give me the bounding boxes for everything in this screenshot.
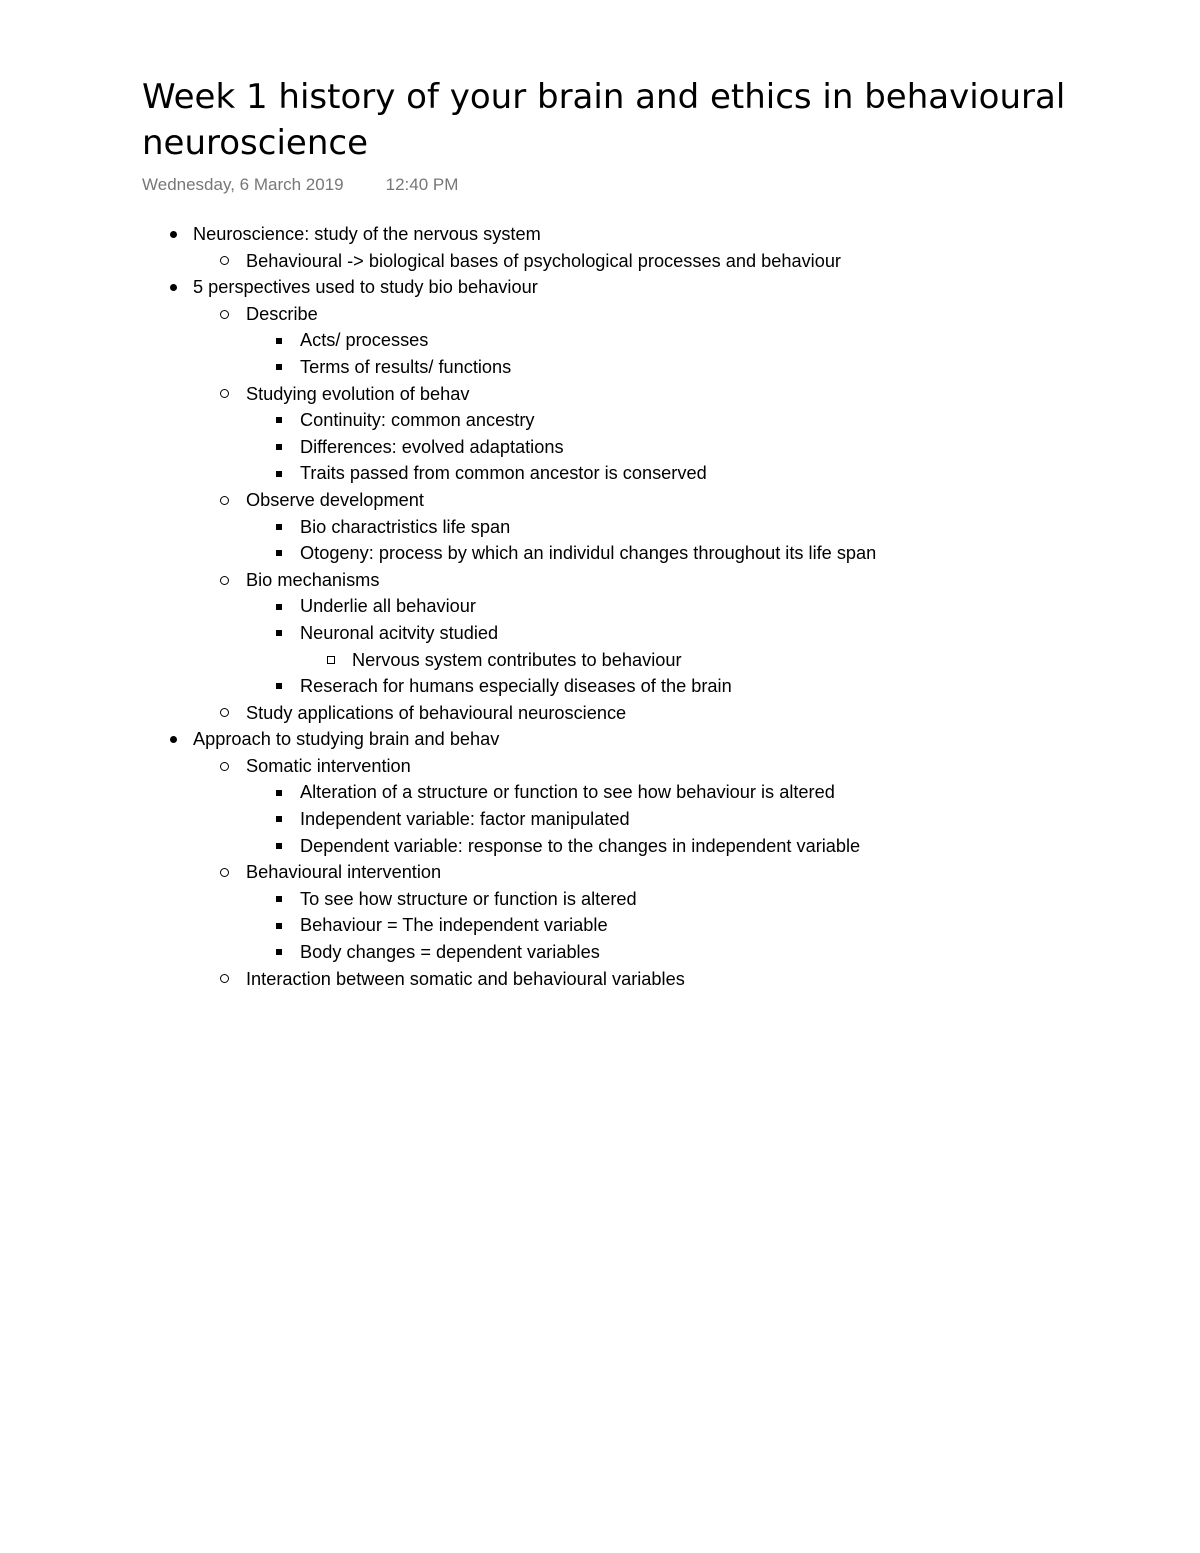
outline-item-text: Alteration of a structure or function to see how behaviour is altered xyxy=(300,782,835,803)
bullet-square-icon xyxy=(276,806,282,833)
bullet-dot-icon xyxy=(170,726,177,753)
outline-item xyxy=(0,833,1100,860)
outline-item xyxy=(0,221,1100,248)
outline-item-text: To see how structure or function is altered xyxy=(300,888,637,909)
outline-item xyxy=(0,673,1100,700)
bullet-square-icon xyxy=(276,407,282,434)
bullet-dot-icon xyxy=(170,274,177,301)
outline-item-text: Traits passed from common ancestor is conserved xyxy=(300,463,707,484)
outline-item-text: Interaction between somatic and behavioural variables xyxy=(246,968,685,989)
bullet-circle-icon xyxy=(220,487,229,514)
outline-item xyxy=(0,647,1100,674)
outline-item-text: Behavioural -> biological bases of psychological processes and behaviour xyxy=(246,250,841,271)
bullet-square-icon xyxy=(276,673,282,700)
bullet-circle-icon xyxy=(220,859,229,886)
outline-item xyxy=(0,593,1100,620)
bullet-square-icon xyxy=(276,620,282,647)
page-date: Wednesday, 6 March 2019 xyxy=(142,175,344,194)
outline-item-text: Behavioural intervention xyxy=(246,862,442,883)
outline-item xyxy=(0,753,1100,780)
page-time: 12:40 PM xyxy=(385,175,459,194)
outline-item-text: Independent variable: factor manipulated xyxy=(300,809,630,830)
bullet-square-icon xyxy=(276,912,282,939)
outline-item xyxy=(0,327,1100,354)
page-title: Week 1 history of your brain and ethics in behavioural neuroscience xyxy=(142,77,1066,163)
outline-item xyxy=(0,859,1100,886)
outline-item-text: Differences: evolved adaptations xyxy=(300,436,564,457)
bullet-square-icon xyxy=(276,593,282,620)
outline-item-text: Continuity: common ancestry xyxy=(300,410,535,431)
outline-item xyxy=(0,301,1100,328)
outline-item-text: Underlie all behaviour xyxy=(300,596,476,617)
bullet-dot-icon xyxy=(170,221,177,248)
bullet-square-icon xyxy=(276,833,282,860)
outline-item-text: Dependent variable: response to the changes in independent variable xyxy=(300,835,861,856)
outline-item xyxy=(0,886,1100,913)
bullet-square-icon xyxy=(276,434,282,461)
outline-item-text: Neuronal acitvity studied xyxy=(300,622,499,643)
outline-item xyxy=(0,407,1100,434)
bullet-circle-icon xyxy=(220,248,229,275)
outline-item xyxy=(0,487,1100,514)
outline-item-text: Neuroscience: study of the nervous system xyxy=(193,224,541,244)
outline-item-text: Describe xyxy=(246,303,318,324)
outline-item xyxy=(0,434,1100,461)
page-meta xyxy=(142,175,458,195)
outline-item-text: Terms of results/ functions xyxy=(300,356,512,377)
outline-list xyxy=(0,221,1100,992)
bullet-square-icon xyxy=(276,327,282,354)
bullet-square-icon xyxy=(276,540,282,567)
outline-item-text: Bio mechanisms xyxy=(246,569,380,590)
outline-item-text: Somatic intervention xyxy=(246,755,411,776)
bullet-square-icon xyxy=(276,886,282,913)
bullet-square-icon xyxy=(276,779,282,806)
bullet-circle-icon xyxy=(220,700,229,727)
outline-item-text: Otogeny: process by which an individul changes throughout its life span xyxy=(300,543,877,564)
outline-item xyxy=(0,939,1100,966)
outline-item-text: Bio charactristics life span xyxy=(300,516,511,537)
outline-item xyxy=(0,779,1100,806)
bullet-circle-icon xyxy=(220,381,229,408)
outline-item xyxy=(0,912,1100,939)
outline-item xyxy=(0,567,1100,594)
outline-item xyxy=(0,274,1100,301)
outline-item xyxy=(0,966,1100,993)
outline-item xyxy=(0,620,1100,647)
outline-item-text: Observe development xyxy=(246,489,424,510)
outline-item-text: Approach to studying brain and behav xyxy=(193,729,500,750)
bullet-square-icon xyxy=(276,354,282,381)
bullet-circle-icon xyxy=(220,567,229,594)
outline-item-text: Nervous system contributes to behaviour xyxy=(352,649,682,670)
outline-item xyxy=(0,540,1100,567)
bullet-square-icon xyxy=(276,460,282,487)
outline-item xyxy=(0,806,1100,833)
outline-item-text: Body changes = dependent variables xyxy=(300,942,600,963)
bullet-square-icon xyxy=(276,514,282,541)
outline-item xyxy=(0,381,1100,408)
outline-item xyxy=(0,700,1100,727)
outline-item xyxy=(0,354,1100,381)
bullet-circle-icon xyxy=(220,966,229,993)
outline-item-text: 5 perspectives used to study bio behaviour xyxy=(193,277,538,298)
bullet-circle-icon xyxy=(220,753,229,780)
outline-item-text: Behaviour = The independent variable xyxy=(300,915,608,936)
outline-item xyxy=(0,514,1100,541)
outline-item xyxy=(0,248,1100,275)
outline-item xyxy=(0,726,1100,753)
outline-item-text: Acts/ processes xyxy=(300,330,429,351)
outline-item-text: Reserach for humans especially diseases of the brain xyxy=(300,676,732,697)
bullet-circle-icon xyxy=(220,301,229,328)
bullet-square-icon xyxy=(276,939,282,966)
outline-item-text: Study applications of behavioural neuroscience xyxy=(246,702,627,723)
outline-item xyxy=(0,460,1100,487)
outline-item-text: Studying evolution of behav xyxy=(246,383,470,404)
bullet-open-square-icon xyxy=(327,647,335,674)
